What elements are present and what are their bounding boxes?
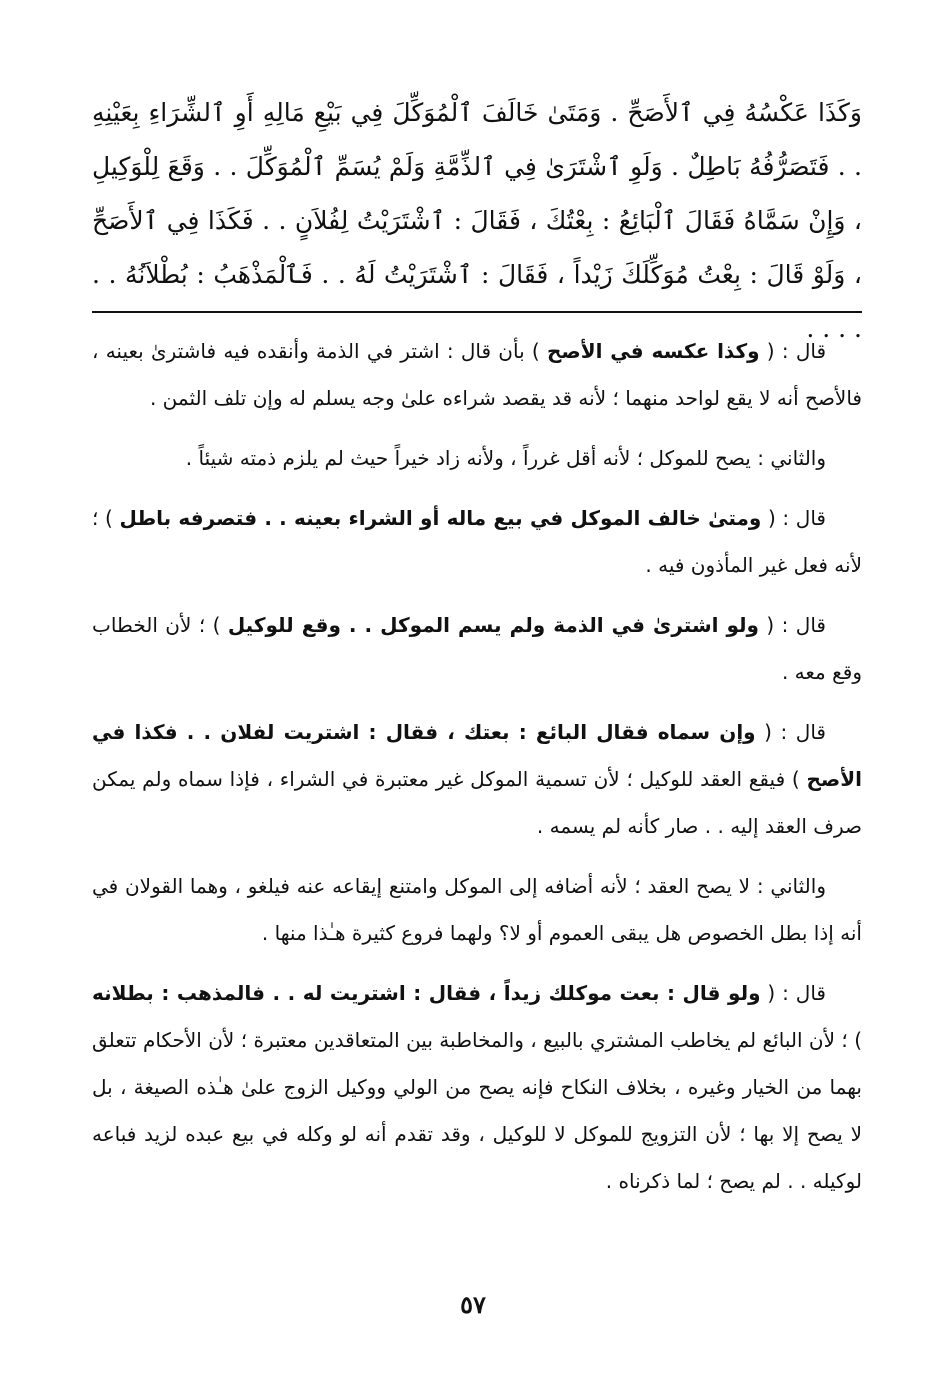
quoted-text: ومتىٰ خالف الموكل في بيع ماله أو الشراء بعينه . . فتصرفه باطل	[119, 506, 762, 530]
separator-line	[92, 311, 862, 313]
commentary-paragraph-1: قال : ( وكذا عكسه في الأصح ) بأن قال : اشتر في الذمة وأنقده فيه فاشترىٰ بعينه ، فالأصح أنه لا يقع لواحد منهما ؛ لأنه قد يقصد شراءه علىٰ وجه يسلم له وإن تلف الثمن .	[92, 339, 862, 410]
commentary-paragraph-7: قال : ( ولو قال : بعت موكلك زيداً ، فقال : اشتريت له . . فالمذهب : بطلانه ) ؛ لأن البائع لم يخاطب المشتري بالبيع ، والمخاطبة بين المتعاقدين معتبرة ؛ لأن الأحكام تتعلق بهما من الخيار وغيره ، بخلاف النكاح فإنه يصح من الولي ووكيل الزوج علىٰ هـٰذه الصيغة ، بل لا يصح إلا بها ؛ لأن التزويج للموكل لا للوكيل ، وقد تقدم أنه لو وكله في بيع عبده لزيد فباعه لوكيله . . لم يصح ؛ لما ذكرناه .	[92, 981, 862, 1193]
main-text-block	[92, 86, 862, 356]
quoted-text: وإن سماه فقال البائع : بعتك ، فقال : اشتريت لفلان . . فكذا في الأصح	[92, 720, 862, 791]
commentary-block	[92, 328, 862, 1218]
quoted-text: ولو اشترىٰ في الذمة ولم يسم الموكل . . وقع للوكيل	[227, 613, 759, 637]
commentary-paragraph-6: والثاني : لا يصح العقد ؛ لأنه أضافه إلى الموكل وامتنع إيقاعه عنه فيلغو ، وهما القولان في أنه إذا بطل الخصوص هل يبقى العموم أو لا؟ ولهما فروع كثيرة هـٰذا منها .	[92, 874, 862, 945]
main-text: وَكَذَا عَكْسُهُ فِي ٱلأَصَحِّ . وَمَتَىٰ خَالَفَ ٱلْمُوَكِّلَ فِي بَيْعِ مَالِهِ أَوِ ٱلشِّرَاءِ بِعَيْنِهِ . . فَتَصَرُّفُهُ بَاطِلٌ . وَلَوِ ٱشْتَرَىٰ فِي ٱلذِّمَّةِ وَلَمْ يُسَمِّ ٱلْمُوَكِّلَ . . وَقَعَ لِلْوَكِيلِ ، وَإِنْ سَمَّاهُ فَقَالَ ٱلْبَائِعُ : بِعْتُكَ ، فَقَالَ : ٱشْتَرَيْتُ لِفُلاَنٍ . . فَكَذَا فِي ٱلأَصَحِّ ، وَلَوْ قَالَ : بِعْتُ مُوَكِّلَكَ زَيْداً ، فَقَالَ : ٱشْتَرَيْتُ لَهُ . . فَٱلْمَذْهَبُ : بُطْلاَنُهُ . . . . . .	[92, 98, 862, 343]
commentary-paragraph-3: قال : ( ومتىٰ خالف الموكل في بيع ماله أو الشراء بعينه . . فتصرفه باطل ) ؛ لأنه فعل غير المأذون فيه .	[92, 506, 862, 577]
commentary-paragraph-5: قال : ( وإن سماه فقال البائع : بعتك ، فقال : اشتريت لفلان . . فكذا في الأصح ) فيقع العقد للوكيل ؛ لأن تسمية الموكل غير معتبرة في الشراء ، فإذا سماه ولم يمكن صرف العقد إليه . . صار كأنه لم يسمه .	[92, 720, 862, 838]
commentary-paragraph-4: قال : ( ولو اشترىٰ في الذمة ولم يسم الموكل . . وقع للوكيل ) ؛ لأن الخطاب وقع معه .	[92, 613, 862, 684]
quoted-text: ولو قال : بعت موكلك زيداً ، فقال : اشتريت له . . فالمذهب : بطلانه	[92, 981, 761, 1005]
commentary-paragraph-2: والثاني : يصح للموكل ؛ لأنه أقل غرراً ، ولأنه زاد خيراً حيث لم يلزم ذمته شيئاً .	[185, 446, 826, 470]
quoted-text: وكذا عكسه في الأصح	[546, 339, 760, 363]
page-number: ٥٧	[460, 1290, 486, 1319]
